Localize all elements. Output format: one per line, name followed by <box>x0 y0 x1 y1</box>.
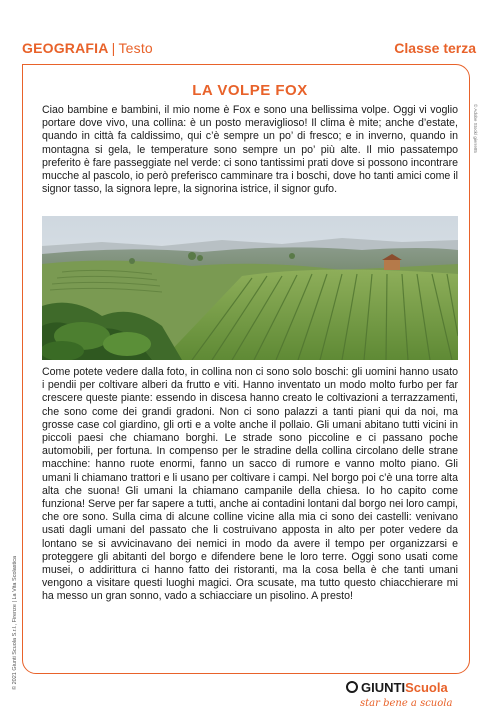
photo-credit: © Adobe Stock/ gierre85 <box>473 104 478 153</box>
logo-brand-b: Scuola <box>405 680 448 695</box>
header-separator: | <box>111 40 116 56</box>
page-header <box>22 40 476 62</box>
logo-wordmark <box>346 680 448 695</box>
subject-name: GEOGRAFIA <box>22 40 109 56</box>
logo-brand-a: GIUNTI <box>361 680 406 695</box>
paragraph-body: Come potete vedere dalla foto, in collina non ci sono solo boschi: gli uomini hanno usato i pendii per coltivare alberi da frutto e viti. Hanno inventato un modo molto furbo per far crescere queste piante: essendo in discesa hanno creato le coltivazioni a terrazzamenti, che sono come dei grandi gradoni. Non ci sono palazzi a tanti piani qui da noi, ma grosse case col giardino, gli orti e a volte anche il pollaio. Gli umani abitano tutti vicini in piccoli paesi che chiamano borghi. Le strade sono piccoline e ci passano poche automobili, per fortuna. In compenso per le stradine della collina circolano delle strane macchine: hanno ruote enormi, fanno un sacco di rumore e vanno molto piano. Gli umani li chiamano trattori e li usano per coltivare i campi. Nel borgo poi c’è una torre alta alta che suona! Gli umani la chiamano campanile della chiesa. Io ho capito come funziona! Serve per far sapere a tutti, anche ai contadini lontani dal borgo nei loro campi, che ore sono. Sulla cima di alcune colline vicine alla mia ci sono dei castelli: venivano usati dagli umani del passato che li costruivano apposta in alto per poter vedere da lontano se si avvicinavano dei nemici in modo da avere il tempo per organizzarsi e proteggere gli abitanti del borgo e difendere bene le loro terre. Oggi sono usati come musei, o addirittura ci hanno fatto dei ristoranti, ma la cosa bella è che tanti umani vengono a visitare questi luoghi magici. Ora scusate, ma tutto questo chiacchierare mi ha messo un gran sonno, vado a schiacciare un pisolino. A presto! <box>42 366 458 603</box>
text-type: Testo <box>118 40 153 56</box>
copyright-notice: © 2021 Giunti Scuola S.r.l., Firenze | La Vita Scolastica <box>12 555 18 690</box>
hill-vineyard-photo <box>42 216 458 360</box>
paragraph-intro: Ciao bambine e bambini, il mio nome è Fox e sono una bellissima volpe. Oggi vi voglio portare dove vivo, una collina: è un posto meraviglioso! Il clima è mite; anche d’estate, quando in città fa caldissimo, qui c’è sempre un po’ di fresco; e in inverno, quando in montagna si gela, le temperature sono sempre un po’ più alte. Il mio passatempo preferito è fare passeggiate nel verde: ci sono tantissimi prati dove si possono incontrare mucche al pascolo, io però preferisco camminare tra i boschi, dove ho tanti amici come il signor tasso, la signora lepre, la signorina istrice, il signor gufo. <box>42 104 458 196</box>
publisher-logo <box>346 680 466 716</box>
logo-tagline: star bene a scuola <box>360 698 453 709</box>
vineyard-landscape-image <box>42 216 458 360</box>
giunti-g-icon <box>346 681 358 693</box>
grade-label: Classe terza <box>394 40 476 56</box>
page-title: LA VOLPE FOX <box>192 82 308 99</box>
subject-label <box>22 40 153 56</box>
